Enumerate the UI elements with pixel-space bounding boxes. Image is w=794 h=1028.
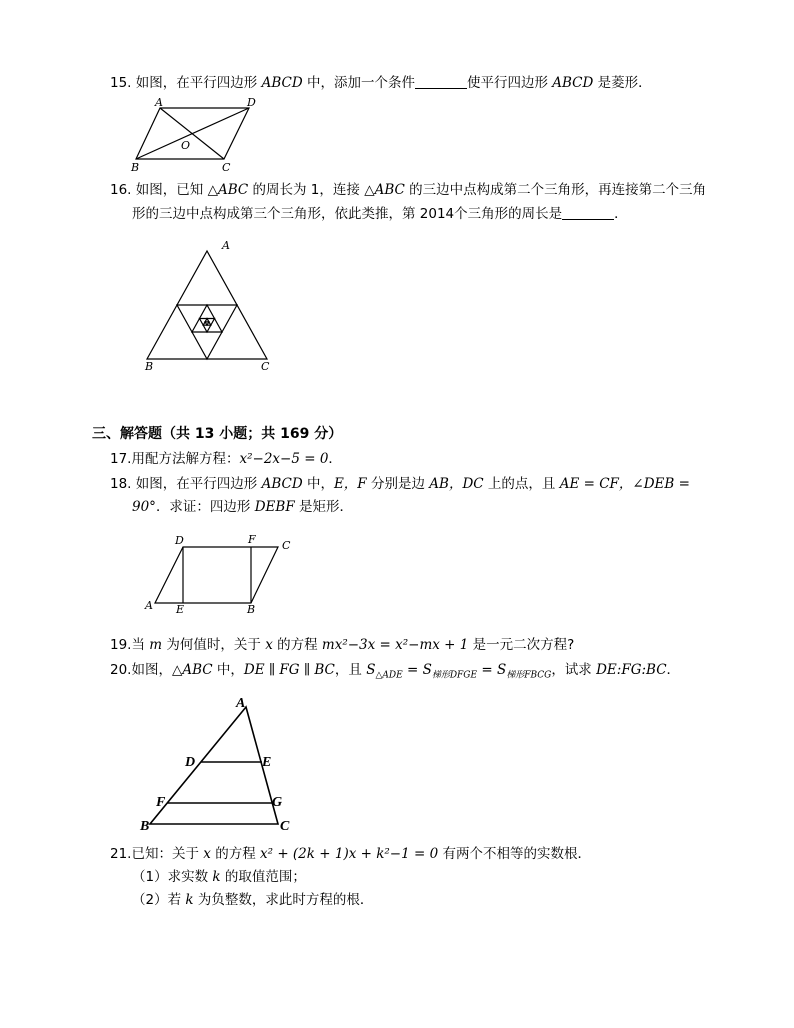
q15-text: 15. 如图，在平行四边形 ABCD 中，添加一个条件 使平行四边形 ABCD 是菱形． xyxy=(110,75,652,91)
q20-triangle-abc xyxy=(150,707,278,824)
q20-label-e: E xyxy=(262,755,272,770)
q16-label-a: A xyxy=(222,239,230,252)
q20-label-d: D xyxy=(185,755,196,770)
q16-line-1: 16. 如图，已知 △ABC 的周长为 1，连接 △ABC 的三边中点构成第二个三角形，再连接第二个三角 xyxy=(110,182,707,198)
q21-part-1: （1）求实数 k 的取值范围； xyxy=(132,869,306,885)
q20-label-c: C xyxy=(280,819,290,834)
q21-number: 21. xyxy=(110,846,132,862)
q17-equation: x²−2x−5 = 0 xyxy=(239,451,329,467)
q15-figure xyxy=(136,108,249,159)
q15-number: 15. xyxy=(110,75,132,91)
q15-diagonal-ac xyxy=(160,108,224,159)
q20-label-f: F xyxy=(156,795,166,810)
q16-triangle-1 xyxy=(147,251,267,359)
q15-label-o: O xyxy=(181,139,191,152)
q18-label-b: B xyxy=(247,603,256,616)
q20-label-g: G xyxy=(272,795,283,810)
q15-parallelogram xyxy=(136,108,249,159)
q18-line-1: 18. 如图，在平行四边形 ABCD 中，E，F 分别是边 AB，DC 上的点，且 AE = CF，∠DEB = xyxy=(110,476,690,492)
q16-triangle-3 xyxy=(192,305,222,332)
q17-number: 17. xyxy=(110,451,132,467)
q16-triangle-2 xyxy=(177,305,237,359)
q21-part-2: （2）若 k 为负整数，求此时方程的根． xyxy=(132,892,374,908)
q16-triangle-4 xyxy=(200,319,215,333)
q20-number: 20. xyxy=(110,662,132,678)
q15-label-b: B xyxy=(131,161,140,174)
q18-label-c: C xyxy=(282,539,291,552)
q21-equation: x² + (2k + 1)x + k²−1 = 0 xyxy=(260,846,439,862)
q19-equation: mx²−3x = x²−mx + 1 xyxy=(321,637,469,653)
section-3-title: 三、解答题（共 13 小题；共 169 分） xyxy=(92,426,343,442)
q15-label-c: C xyxy=(222,161,231,174)
q16-triangle-5 xyxy=(203,319,211,326)
q19-text: 19.当 m 为何值时，关于 x 的方程 mx²−3x = x²−mx + 1 是一元二次方程? xyxy=(110,637,575,653)
q20-text: 20.如图，△ABC 中，DE ∥ FG ∥ BC，且 $S_{\triangle ADE} = S_{梯形DFGE} = S_{梯形FBCG}$，试求 DE:FG:BC． xyxy=(110,662,681,681)
q18-label-f: F xyxy=(248,533,256,546)
q18-figure xyxy=(155,547,278,603)
q20-label-a: A xyxy=(236,696,246,711)
q18-number: 18. xyxy=(110,476,132,492)
q18-label-e: E xyxy=(176,603,185,616)
q15-diagonal-bd xyxy=(136,108,249,159)
q18-parallelogram xyxy=(155,547,278,603)
q18-line-2: 90°．求证：四边形 DEBF 是矩形． xyxy=(132,499,353,515)
q17-text: 17.用配方法解方程：x²−2x−5 = 0． xyxy=(110,451,342,467)
q21-text: 21.已知：关于 x 的方程 x² + (2k + 1)x + k²−1 = 0 有两个不相等的实数根． xyxy=(110,846,591,862)
q20-label-b: B xyxy=(140,819,150,834)
q15-label-a: A xyxy=(155,96,163,109)
q19-number: 19. xyxy=(110,637,132,653)
q16-label-b: B xyxy=(145,360,154,373)
q16-triangle-6 xyxy=(205,322,209,325)
q16-label-c: C xyxy=(261,360,270,373)
q18-label-a: A xyxy=(145,599,153,612)
q16-number: 16. xyxy=(110,182,132,198)
q15-answer-blank[interactable] xyxy=(415,74,467,89)
q16-answer-blank[interactable] xyxy=(562,205,614,220)
q16-line-2: 形的三边中点构成第三个三角形，依此类推，第 2014个三角形的周长是 ． xyxy=(132,206,628,222)
q15-label-d: D xyxy=(247,96,256,109)
q16-figure xyxy=(147,251,267,359)
q18-label-d: D xyxy=(175,534,184,547)
